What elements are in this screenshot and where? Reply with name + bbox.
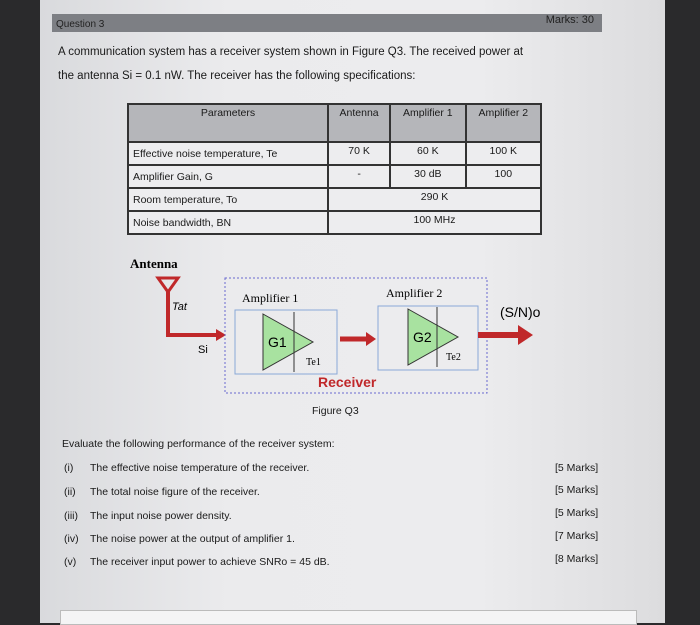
output-arrowhead	[518, 325, 533, 345]
table-header-row	[128, 104, 541, 142]
si-label: Si	[198, 344, 208, 356]
eval-item	[64, 510, 232, 522]
figure-caption: Figure Q3	[312, 405, 359, 417]
header-cell: Parameters	[128, 104, 328, 142]
item-text: The total noise figure of the receiver.	[90, 486, 260, 498]
mid-arrowhead	[366, 332, 376, 346]
sn-output-label: (S/N)o	[500, 304, 541, 320]
intro-line-2: the antenna Si = 0.1 nW. The receiver has the following specifications:	[58, 70, 416, 82]
table-row	[128, 165, 541, 188]
value-cell: 70 K	[328, 142, 390, 165]
value-cell: 60 K	[390, 142, 465, 165]
value-cell: 290 K	[328, 188, 541, 211]
item-num: (ii)	[64, 486, 76, 498]
eval-item	[64, 462, 309, 474]
te1-label: Te1	[306, 357, 321, 368]
g2-label: G2	[413, 329, 432, 345]
header-cell: Amplifier 2	[466, 104, 541, 142]
amp1-label: Amplifier 1	[242, 291, 299, 305]
item-num: (v)	[64, 556, 77, 568]
intro-line-1: A communication system has a receiver system shown in Figure Q3. The received power at	[58, 46, 524, 58]
eval-item	[64, 556, 330, 568]
item-marks: [7 Marks]	[555, 530, 599, 542]
value-cell: 100 MHz	[328, 211, 541, 234]
question-header	[52, 14, 602, 32]
item-text: The receiver input power to achieve SNRo = 45 dB.	[90, 556, 330, 568]
item-text: The input noise power density.	[90, 510, 232, 522]
te2-label: Te2	[446, 352, 461, 363]
amp2-label: Amplifier 2	[386, 286, 443, 300]
param-cell: Amplifier Gain, G	[128, 165, 328, 188]
tat-label: Tat	[172, 301, 187, 313]
table-row	[128, 211, 541, 234]
table-row	[128, 188, 541, 211]
value-cell: 100 K	[466, 142, 541, 165]
param-cell: Effective noise temperature, Te	[128, 142, 328, 165]
item-text: The noise power at the output of amplifier 1.	[90, 533, 295, 545]
eval-item	[64, 486, 260, 498]
item-marks: [8 Marks]	[555, 553, 599, 565]
question-number: Question 3	[56, 19, 105, 30]
value-cell: 100	[466, 165, 541, 188]
value-cell: -	[328, 165, 390, 188]
param-cell: Noise bandwidth, BN	[128, 211, 328, 234]
evaluate-title: Evaluate the following performance of the receiver system:	[62, 438, 335, 450]
item-num: (iv)	[64, 533, 79, 545]
header-cell: Antenna	[328, 104, 390, 142]
value-cell: 30 dB	[390, 165, 465, 188]
param-cell: Room temperature, To	[128, 188, 328, 211]
document-page	[40, 0, 665, 623]
g1-label: G1	[268, 334, 287, 350]
figure-q3-diagram	[128, 250, 558, 400]
header-cell: Amplifier 1	[390, 104, 465, 142]
eval-item	[64, 533, 295, 545]
item-marks: [5 Marks]	[555, 507, 599, 519]
specifications-table	[127, 103, 542, 235]
item-marks: [5 Marks]	[555, 462, 599, 474]
item-num: (i)	[64, 462, 74, 474]
item-text: The effective noise temperature of the receiver.	[90, 462, 310, 474]
antenna-icon	[158, 278, 178, 292]
item-num: (iii)	[64, 510, 78, 522]
antenna-label: Antenna	[130, 256, 178, 271]
item-marks: [5 Marks]	[555, 484, 599, 496]
table-row	[128, 142, 541, 165]
receiver-label: Receiver	[318, 374, 377, 390]
total-marks: Marks: 30	[545, 14, 594, 26]
input-arrow	[168, 292, 218, 335]
